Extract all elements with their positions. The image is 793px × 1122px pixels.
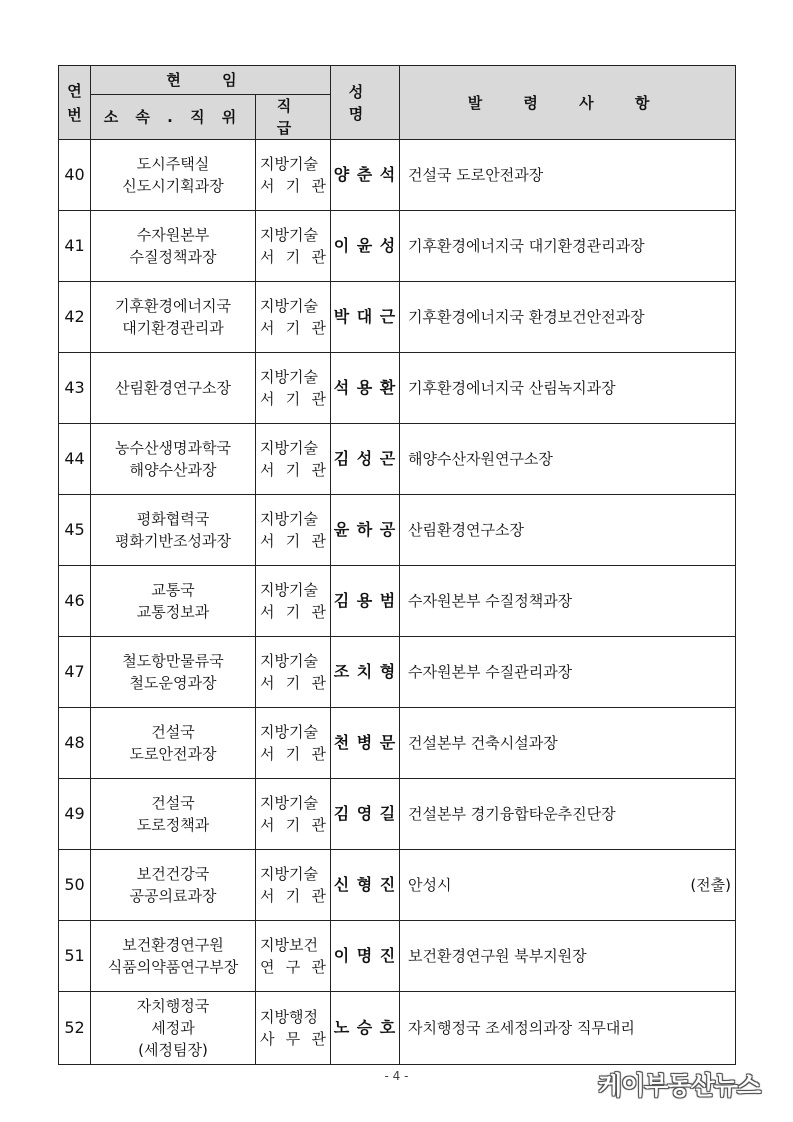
table-row <box>59 140 736 211</box>
dept-line: 도시주택실 <box>136 155 210 173</box>
appointment-note: (전출) <box>690 876 732 894</box>
table-row <box>59 708 736 779</box>
grade-line: 지방행정 <box>260 1008 318 1026</box>
grade-cell <box>256 921 331 992</box>
order-header: 발 령 사 항 <box>400 66 736 140</box>
table-row <box>59 495 736 566</box>
person-name: 천 병 문 <box>331 708 400 779</box>
grade-line: 서 기 관 <box>260 532 327 550</box>
table-row <box>59 992 736 1065</box>
dept-line: 자치행정국 <box>136 997 210 1015</box>
person-name: 김 성 곤 <box>331 424 400 495</box>
name-header: 성 명 <box>331 66 400 140</box>
grade-cell <box>256 495 331 566</box>
appointment-cell <box>400 140 736 211</box>
grade-line: 서 기 관 <box>260 816 327 834</box>
grade-line: 지방기술 <box>260 652 318 670</box>
dept-line: 수질정책과장 <box>129 248 217 266</box>
person-name: 양 춘 석 <box>331 140 400 211</box>
current-post-header: 현 임 <box>91 66 331 95</box>
grade-line: 서 기 관 <box>260 319 327 337</box>
grade-header: 직 급 <box>256 95 331 140</box>
row-number: 43 <box>59 353 91 424</box>
current-dept-cell <box>91 921 256 992</box>
appointment-cell <box>400 850 736 921</box>
current-dept-cell <box>91 211 256 282</box>
grade-line: 지방기술 <box>260 368 318 386</box>
appointment-text: 수자원본부 수질관리과장 <box>408 663 573 681</box>
grade-cell <box>256 282 331 353</box>
dept-line: 철도운영과장 <box>129 674 217 692</box>
table-row <box>59 850 736 921</box>
page-number: - 4 - <box>384 1069 409 1083</box>
dept-line: 건설국 <box>151 794 195 812</box>
row-number: 42 <box>59 282 91 353</box>
dept-line: 건설국 <box>151 723 195 741</box>
current-dept-cell <box>91 850 256 921</box>
appointment-cell <box>400 211 736 282</box>
row-number: 41 <box>59 211 91 282</box>
dept-line: (세정팀장) <box>138 1041 208 1059</box>
grade-line: 지방기술 <box>260 723 318 741</box>
dept-line: 평화협력국 <box>136 510 210 528</box>
table-row <box>59 566 736 637</box>
grade-cell <box>256 779 331 850</box>
grade-cell <box>256 211 331 282</box>
grade-line: 서 기 관 <box>260 603 327 621</box>
table-row <box>59 211 736 282</box>
grade-line: 지방기술 <box>260 581 318 599</box>
grade-cell <box>256 992 331 1065</box>
row-number: 48 <box>59 708 91 779</box>
row-number: 45 <box>59 495 91 566</box>
row-number: 49 <box>59 779 91 850</box>
grade-cell <box>256 708 331 779</box>
appointment-cell <box>400 992 736 1065</box>
grade-cell <box>256 140 331 211</box>
grade-line: 연 구 관 <box>260 958 327 976</box>
grade-line: 지방보건 <box>260 936 318 954</box>
grade-line: 지방기술 <box>260 297 318 315</box>
table-row <box>59 637 736 708</box>
appointment-cell <box>400 566 736 637</box>
dept-line: 평화기반조성과장 <box>115 532 231 550</box>
grade-line: 지방기술 <box>260 865 318 883</box>
row-number: 40 <box>59 140 91 211</box>
dept-line: 수자원본부 <box>136 226 210 244</box>
seq-header: 연 번 <box>59 66 91 140</box>
appointment-text: 보건환경연구원 북부지원장 <box>408 947 587 965</box>
dept-line: 기후환경에너지국 <box>115 297 231 315</box>
row-number: 47 <box>59 637 91 708</box>
dept-line: 보건건강국 <box>136 865 210 883</box>
grade-line: 지방기술 <box>260 439 318 457</box>
person-name: 윤 하 공 <box>331 495 400 566</box>
table-row <box>59 779 736 850</box>
dept-line: 보건환경연구원 <box>122 936 224 954</box>
grade-line: 지방기술 <box>260 794 318 812</box>
personnel-table <box>58 65 736 1065</box>
grade-line: 지방기술 <box>260 510 318 528</box>
dept-line: 산림환경연구소장 <box>115 379 231 397</box>
row-number: 44 <box>59 424 91 495</box>
grade-cell <box>256 850 331 921</box>
grade-cell <box>256 566 331 637</box>
current-dept-cell <box>91 637 256 708</box>
appointment-text: 안성시 <box>408 876 452 894</box>
person-name: 이 윤 성 <box>331 211 400 282</box>
current-dept-cell <box>91 140 256 211</box>
appointment-cell <box>400 495 736 566</box>
current-dept-cell <box>91 353 256 424</box>
dept-line: 공공의료과장 <box>129 887 217 905</box>
appointment-cell <box>400 637 736 708</box>
grade-line: 지방기술 <box>260 226 318 244</box>
dept-line: 신도시기획과장 <box>122 177 224 195</box>
appointment-cell <box>400 921 736 992</box>
row-number: 50 <box>59 850 91 921</box>
dept-line: 해양수산과장 <box>129 461 217 479</box>
person-name: 김 영 길 <box>331 779 400 850</box>
grade-line: 서 기 관 <box>260 390 327 408</box>
grade-line: 서 기 관 <box>260 745 327 763</box>
person-name: 신 형 진 <box>331 850 400 921</box>
grade-line: 서 기 관 <box>260 461 327 479</box>
grade-line: 서 기 관 <box>260 674 327 692</box>
grade-cell <box>256 637 331 708</box>
dept-line: 교통국 <box>151 581 195 599</box>
table-row <box>59 424 736 495</box>
dept-line: 도로안전과장 <box>129 745 217 763</box>
dept-line: 교통정보과 <box>136 603 210 621</box>
watermark-logo: 케이부동산뉴스 <box>598 1071 761 1100</box>
table-row <box>59 282 736 353</box>
appointment-cell <box>400 779 736 850</box>
person-name: 김 용 범 <box>331 566 400 637</box>
current-dept-cell <box>91 779 256 850</box>
appointment-cell <box>400 424 736 495</box>
dept-line: 도로정책과 <box>136 816 210 834</box>
appointment-text: 자치행정국 조세정의과장 직무대리 <box>408 1019 635 1037</box>
current-dept-cell <box>91 566 256 637</box>
appointment-text: 기후환경에너지국 환경보건안전과장 <box>408 308 645 326</box>
row-number: 52 <box>59 992 91 1065</box>
grade-line: 서 기 관 <box>260 177 327 195</box>
dept-line: 세정과 <box>151 1019 195 1037</box>
dept-line: 농수산생명과학국 <box>115 439 231 457</box>
dept-line: 철도항만물류국 <box>122 652 224 670</box>
grade-line: 서 기 관 <box>260 887 327 905</box>
current-dept-cell <box>91 424 256 495</box>
person-name: 노 승 호 <box>331 992 400 1065</box>
appointment-cell <box>400 708 736 779</box>
current-dept-cell <box>91 992 256 1065</box>
grade-cell <box>256 353 331 424</box>
appointment-cell <box>400 282 736 353</box>
row-number: 46 <box>59 566 91 637</box>
table-row <box>59 353 736 424</box>
dept-header: 소 속 . 직 위 <box>91 95 256 140</box>
person-name: 석 용 환 <box>331 353 400 424</box>
table-row <box>59 921 736 992</box>
current-dept-cell <box>91 708 256 779</box>
appointment-cell <box>400 353 736 424</box>
dept-line: 대기환경관리과 <box>122 319 224 337</box>
person-name: 이 명 진 <box>331 921 400 992</box>
dept-line: 식품의약품연구부장 <box>107 958 239 976</box>
person-name: 조 치 형 <box>331 637 400 708</box>
appointment-text: 건설국 도로안전과장 <box>408 166 544 184</box>
appointment-text: 기후환경에너지국 대기환경관리과장 <box>408 237 645 255</box>
appointment-text: 기후환경에너지국 산림녹지과장 <box>408 379 616 397</box>
grade-line: 지방기술 <box>260 155 318 173</box>
row-number: 51 <box>59 921 91 992</box>
appointment-text: 건설본부 건축시설과장 <box>408 734 558 752</box>
appointment-text: 해양수산자원연구소장 <box>408 450 553 468</box>
grade-line: 서 기 관 <box>260 248 327 266</box>
grade-line: 사 무 관 <box>260 1030 327 1048</box>
current-dept-cell <box>91 495 256 566</box>
person-name: 박 대 근 <box>331 282 400 353</box>
grade-cell <box>256 424 331 495</box>
current-dept-cell <box>91 282 256 353</box>
appointment-text: 건설본부 경기융합타운추진단장 <box>408 805 616 823</box>
appointment-text: 수자원본부 수질정책과장 <box>408 592 573 610</box>
appointment-text: 산림환경연구소장 <box>408 521 524 539</box>
